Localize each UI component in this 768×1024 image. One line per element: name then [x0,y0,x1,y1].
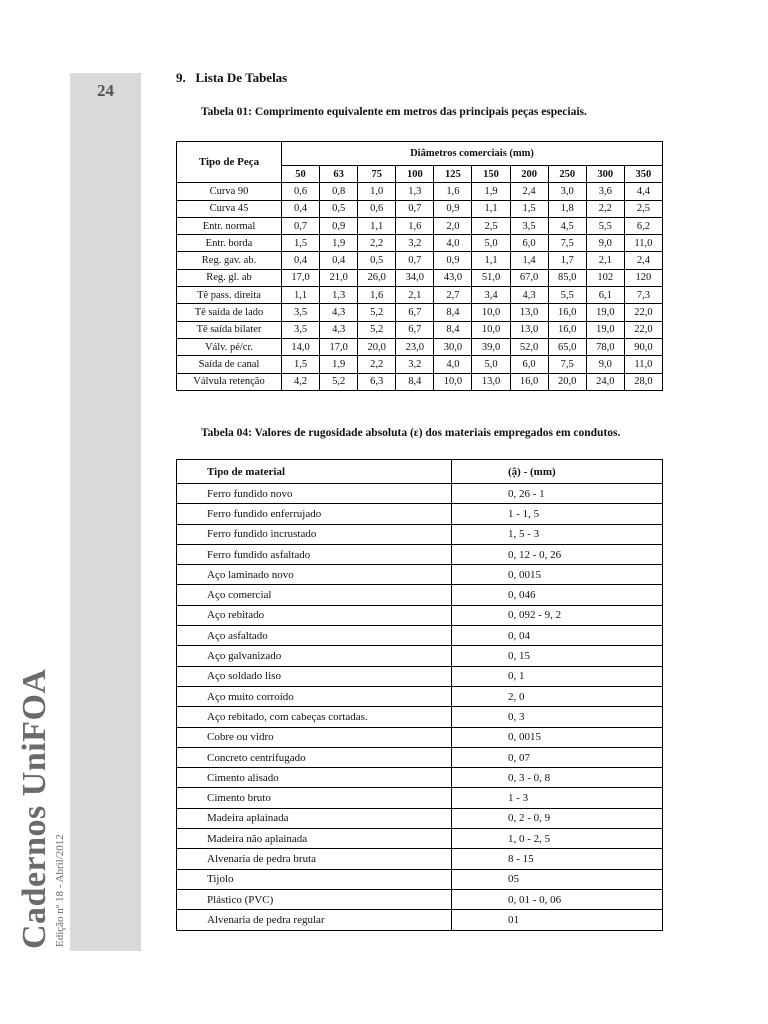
length-value-cell: 4,3 [510,287,548,304]
piece-name-cell: Curva 45 [177,200,282,217]
length-value-cell: 1,9 [320,235,358,252]
diameter-header-cell: 300 [586,166,624,183]
length-value-cell: 1,5 [282,235,320,252]
material-cell: Aço soldado liso [177,666,452,686]
material-cell: Tijolo [177,869,452,889]
length-value-cell: 2,1 [396,287,434,304]
length-value-cell: 0,8 [320,183,358,200]
material-cell: Ferro fundido enferrujado [177,504,452,524]
length-value-cell: 19,0 [586,321,624,338]
roughness-value-cell: 1, 0 - 2, 5 [452,829,663,849]
diameter-header-cell: 125 [434,166,472,183]
length-value-cell: 3,5 [510,217,548,234]
length-value-cell: 0,5 [320,200,358,217]
piece-name-cell: Tê saída de lado [177,304,282,321]
sidebar-band [16,73,141,951]
length-value-cell: 0,6 [282,183,320,200]
length-value-cell: 4,5 [548,217,586,234]
piece-name-cell: Reg. gl. ab [177,269,282,286]
length-value-cell: 4,4 [624,183,662,200]
table-row [177,646,663,666]
length-value-cell: 2,2 [358,356,396,373]
material-cell: Aço comercial [177,585,452,605]
length-value-cell: 5,5 [548,287,586,304]
length-value-cell: 65,0 [548,338,586,355]
table1-caption: Tabela 01: Comprimento equivalente em metros das principais peças especiais. [201,106,587,118]
material-cell: Cimento bruto [177,788,452,808]
table-row [177,200,663,217]
table-row [177,287,663,304]
roughness-value-cell: 8 - 15 [452,849,663,869]
table-row [177,544,663,564]
length-value-cell: 3,0 [548,183,586,200]
table-row [177,889,663,909]
length-value-cell: 90,0 [624,338,662,355]
table-row [177,768,663,788]
length-value-cell: 6,2 [624,217,662,234]
material-cell: Aço laminado novo [177,565,452,585]
roughness-value-cell: 0, 07 [452,747,663,767]
material-cell: Aço galvanizado [177,646,452,666]
roughness-value-cell: 0, 3 [452,707,663,727]
length-value-cell: 67,0 [510,269,548,286]
table-row [177,747,663,767]
length-value-cell: 8,4 [434,304,472,321]
section-heading [176,70,287,86]
length-value-cell: 13,0 [472,373,510,390]
diameter-header-cell: 50 [282,166,320,183]
length-value-cell: 1,6 [396,217,434,234]
length-value-cell: 3,5 [282,304,320,321]
journal-edition: Edição nº 18 - Abril/2012 [54,834,66,947]
length-value-cell: 2,2 [586,200,624,217]
length-value-cell: 5,2 [358,304,396,321]
length-value-cell: 43,0 [434,269,472,286]
length-value-cell: 3,2 [396,356,434,373]
length-value-cell: 1,1 [358,217,396,234]
length-value-cell: 30,0 [434,338,472,355]
length-value-cell: 6,3 [358,373,396,390]
table-row [177,727,663,747]
table-row [177,504,663,524]
length-value-cell: 0,4 [282,252,320,269]
length-value-cell: 3,4 [472,287,510,304]
length-value-cell: 20,0 [358,338,396,355]
length-value-cell: 1,1 [282,287,320,304]
roughness-table [176,459,663,931]
length-value-cell: 0,4 [320,252,358,269]
length-value-cell: 0,7 [282,217,320,234]
length-value-cell: 24,0 [586,373,624,390]
length-value-cell: 13,0 [510,321,548,338]
length-value-cell: 17,0 [282,269,320,286]
length-value-cell: 5,0 [472,235,510,252]
material-header: Tipo de material [177,460,452,484]
piece-name-cell: Entr. normal [177,217,282,234]
piece-name-cell: Reg. gav. ab. [177,252,282,269]
length-value-cell: 0,7 [396,200,434,217]
journal-title: Cadernos UniFOA [16,668,53,949]
table-row [177,356,663,373]
table-row [177,849,663,869]
material-cell: Cimento alisado [177,768,452,788]
diameters-header: Diâmetros comerciais (mm) [282,142,663,166]
roughness-value-cell: 0, 1 [452,666,663,686]
journal-brand [16,659,134,949]
diameter-header-cell: 75 [358,166,396,183]
roughness-value-cell: 1, 5 - 3 [452,524,663,544]
length-value-cell: 11,0 [624,356,662,373]
length-value-cell: 19,0 [586,304,624,321]
table-row [177,666,663,686]
length-value-cell: 16,0 [548,304,586,321]
material-cell: Aço rebitado [177,605,452,625]
piece-name-cell: Entr. borda [177,235,282,252]
roughness-value-cell: 0, 12 - 0, 26 [452,544,663,564]
table-row [177,910,663,930]
length-value-cell: 10,0 [472,304,510,321]
material-cell: Madeira não aplainada [177,829,452,849]
length-value-cell: 1,5 [282,356,320,373]
roughness-value-cell: 0, 0015 [452,727,663,747]
length-value-cell: 4,3 [320,304,358,321]
material-cell: Aço asfaltado [177,626,452,646]
length-value-cell: 1,9 [320,356,358,373]
roughness-value-cell: 0, 092 - 9, 2 [452,605,663,625]
length-value-cell: 7,5 [548,356,586,373]
table2-caption: Tabela 04: Valores de rugosidade absoluta (ε) dos materiais empregados em condutos. [201,427,621,439]
roughness-value-cell: 0, 15 [452,646,663,666]
length-value-cell: 2,7 [434,287,472,304]
diameter-header-cell: 200 [510,166,548,183]
length-value-cell: 2,2 [358,235,396,252]
length-value-cell: 1,8 [548,200,586,217]
length-value-cell: 0,4 [282,200,320,217]
length-value-cell: 1,0 [358,183,396,200]
table-row [177,829,663,849]
piece-name-cell: Tê saída bilater [177,321,282,338]
material-cell: Ferro fundido novo [177,484,452,504]
length-value-cell: 10,0 [434,373,472,390]
table-row [177,373,663,390]
section-number: 9. [176,70,186,85]
length-value-cell: 1,4 [510,252,548,269]
diameter-header-cell: 150 [472,166,510,183]
length-value-cell: 7,5 [548,235,586,252]
length-value-cell: 22,0 [624,321,662,338]
length-value-cell: 6,0 [510,356,548,373]
table-row [177,565,663,585]
roughness-value-cell: 0, 2 - 0, 9 [452,808,663,828]
table-row [177,869,663,889]
roughness-value-cell: 0, 01 - 0, 06 [452,889,663,909]
diameter-header-cell: 250 [548,166,586,183]
length-value-cell: 1,9 [472,183,510,200]
length-value-cell: 8,4 [396,373,434,390]
length-value-cell: 22,0 [624,304,662,321]
table-row [177,338,663,355]
length-value-cell: 0,6 [358,200,396,217]
roughness-value-cell: 0, 04 [452,626,663,646]
length-value-cell: 39,0 [472,338,510,355]
length-value-cell: 6,0 [510,235,548,252]
piece-name-cell: Válv. pé/cr. [177,338,282,355]
table-row [177,217,663,234]
material-cell: Alvenaria de pedra regular [177,910,452,930]
length-value-cell: 6,7 [396,321,434,338]
length-value-cell: 85,0 [548,269,586,286]
table-row [177,686,663,706]
length-value-cell: 4,0 [434,356,472,373]
table-row [177,183,663,200]
table-row [177,808,663,828]
length-value-cell: 78,0 [586,338,624,355]
roughness-value-cell: 0, 3 - 0, 8 [452,768,663,788]
equivalent-length-table [176,141,663,391]
roughness-header: (ậ) - (mm) [452,460,663,484]
length-value-cell: 16,0 [510,373,548,390]
length-value-cell: 23,0 [396,338,434,355]
length-value-cell: 2,0 [434,217,472,234]
length-value-cell: 1,5 [510,200,548,217]
piece-name-cell: Curva 90 [177,183,282,200]
material-cell: Cobre ou vidro [177,727,452,747]
material-cell: Ferro fundido asfaltado [177,544,452,564]
material-cell: Aço rebitado, com cabeças cortadas. [177,707,452,727]
table-row [177,707,663,727]
length-value-cell: 120 [624,269,662,286]
length-value-cell: 1,7 [548,252,586,269]
length-value-cell: 2,4 [510,183,548,200]
length-value-cell: 14,0 [282,338,320,355]
page-number: 24 [97,81,114,100]
roughness-value-cell: 1 - 3 [452,788,663,808]
length-value-cell: 0,9 [320,217,358,234]
length-value-cell: 5,5 [586,217,624,234]
length-value-cell: 21,0 [320,269,358,286]
length-value-cell: 5,0 [472,356,510,373]
length-value-cell: 1,6 [358,287,396,304]
roughness-value-cell: 01 [452,910,663,930]
roughness-value-cell: 05 [452,869,663,889]
length-value-cell: 17,0 [320,338,358,355]
table-row [177,235,663,252]
length-value-cell: 2,1 [586,252,624,269]
length-value-cell: 5,2 [320,373,358,390]
length-value-cell: 1,1 [472,252,510,269]
piece-name-cell: Válvula retenção [177,373,282,390]
length-value-cell: 2,4 [624,252,662,269]
length-value-cell: 0,7 [396,252,434,269]
length-value-cell: 0,5 [358,252,396,269]
length-value-cell: 16,0 [548,321,586,338]
length-value-cell: 20,0 [548,373,586,390]
diameter-header-cell: 100 [396,166,434,183]
length-value-cell: 3,2 [396,235,434,252]
length-value-cell: 0,9 [434,252,472,269]
table-row [177,788,663,808]
table-row [177,626,663,646]
length-value-cell: 5,2 [358,321,396,338]
piece-name-cell: Tê pass. direita [177,287,282,304]
length-value-cell: 4,0 [434,235,472,252]
material-cell: Ferro fundido incrustado [177,524,452,544]
length-value-cell: 1,6 [434,183,472,200]
diameter-header-cell: 63 [320,166,358,183]
length-value-cell: 3,5 [282,321,320,338]
roughness-value-cell: 0, 26 - 1 [452,484,663,504]
table-row [177,304,663,321]
length-value-cell: 6,7 [396,304,434,321]
table-row [177,605,663,625]
material-cell: Madeira aplainada [177,808,452,828]
table-row [177,321,663,338]
length-value-cell: 8,4 [434,321,472,338]
length-value-cell: 28,0 [624,373,662,390]
length-value-cell: 10,0 [472,321,510,338]
diameter-header-cell: 350 [624,166,662,183]
material-cell: Alvenaria de pedra bruta [177,849,452,869]
length-value-cell: 34,0 [396,269,434,286]
length-value-cell: 2,5 [624,200,662,217]
length-value-cell: 9,0 [586,356,624,373]
length-value-cell: 13,0 [510,304,548,321]
material-cell: Aço muito corroído [177,686,452,706]
length-value-cell: 26,0 [358,269,396,286]
length-value-cell: 9,0 [586,235,624,252]
length-value-cell: 6,1 [586,287,624,304]
length-value-cell: 2,5 [472,217,510,234]
table-row [177,585,663,605]
length-value-cell: 1,3 [320,287,358,304]
material-cell: Concreto centrifugado [177,747,452,767]
roughness-value-cell: 0, 046 [452,585,663,605]
piece-name-cell: Saída de canal [177,356,282,373]
roughness-value-cell: 1 - 1, 5 [452,504,663,524]
length-value-cell: 0,9 [434,200,472,217]
table-row [177,484,663,504]
roughness-value-cell: 0, 0015 [452,565,663,585]
length-value-cell: 52,0 [510,338,548,355]
length-value-cell: 4,3 [320,321,358,338]
piece-type-header: Tipo de Peça [177,142,282,183]
table-row [177,524,663,544]
length-value-cell: 102 [586,269,624,286]
table-row [177,252,663,269]
length-value-cell: 51,0 [472,269,510,286]
length-value-cell: 1,3 [396,183,434,200]
material-cell: Plástico (PVC) [177,889,452,909]
length-value-cell: 3,6 [586,183,624,200]
table-row [177,269,663,286]
section-title: Lista De Tabelas [195,70,288,85]
length-value-cell: 11,0 [624,235,662,252]
roughness-value-cell: 2, 0 [452,686,663,706]
length-value-cell: 1,1 [472,200,510,217]
length-value-cell: 4,2 [282,373,320,390]
length-value-cell: 7,3 [624,287,662,304]
